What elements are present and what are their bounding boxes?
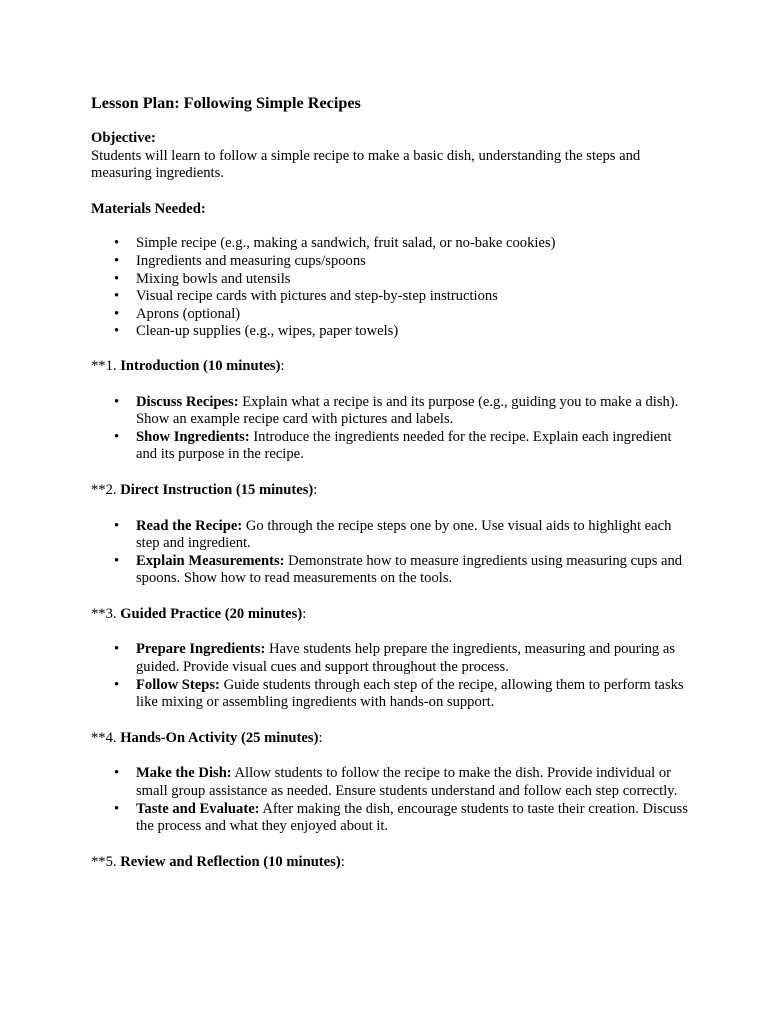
materials-item: • Visual recipe cards with pictures and step-by-step instructions xyxy=(136,288,691,306)
section-heading-direct-instruction xyxy=(91,482,691,500)
materials-item: • Aprons (optional) xyxy=(136,306,691,324)
section-title: Direct Instruction (15 minutes) xyxy=(120,481,314,498)
item-term: Discuss Recipes: xyxy=(136,393,239,410)
section-list-hands-on-activity xyxy=(91,765,691,835)
section-suffix: : xyxy=(318,729,323,746)
list-item xyxy=(136,641,691,676)
item-text: Guide students through each step of the recipe, allowing them to perform tasks like mixing or assembling ingredients with hands-on support. xyxy=(136,676,684,711)
objective-text: Students will learn to follow a simple recipe to make a basic dish, understanding the steps and measuring ingredients. xyxy=(91,147,641,182)
section-prefix: **2. xyxy=(91,481,121,498)
item-term: Prepare Ingredients: xyxy=(136,641,266,658)
section-prefix: **5. xyxy=(91,853,121,870)
item-text: Allow students to follow the recipe to make the dish. Provide individual or small group assistance as needed. Ensure students understand and follow each step correctly. xyxy=(136,765,678,800)
section-heading-guided-practice xyxy=(91,606,691,624)
section-title: Hands-On Activity (25 minutes) xyxy=(120,729,319,746)
materials-item: • Ingredients and measuring cups/spoons xyxy=(136,253,691,271)
materials-label: Materials Needed: xyxy=(91,200,206,217)
section-prefix: **3. xyxy=(91,605,121,622)
objective-label: Objective: xyxy=(91,130,156,146)
objective-block xyxy=(91,130,691,183)
item-term: Show Ingredients: xyxy=(136,428,250,445)
materials-item: • Mixing bowls and utensils xyxy=(136,271,691,289)
materials-item: • Clean-up supplies (e.g., wipes, paper towels) xyxy=(136,323,691,341)
list-item xyxy=(136,553,691,588)
section-suffix: : xyxy=(280,357,285,374)
section-title: Guided Practice (20 minutes) xyxy=(120,605,303,622)
list-item xyxy=(136,429,691,464)
item-term: Read the Recipe: xyxy=(136,517,243,534)
item-text: Introduce the ingredients needed for the recipe. Explain each ingredient and its purpose in the recipe. xyxy=(136,428,672,463)
section-suffix: : xyxy=(313,481,318,498)
list-item xyxy=(136,518,691,553)
item-text: After making the dish, encourage students to taste their creation. Discuss the process and what they enjoyed about it. xyxy=(136,800,688,835)
section-prefix: **1. xyxy=(91,357,121,374)
section-suffix: : xyxy=(302,605,307,622)
document-content xyxy=(91,93,691,889)
materials-list xyxy=(91,235,691,341)
section-prefix: **4. xyxy=(91,729,121,746)
section-title: Review and Reflection (10 minutes) xyxy=(120,853,341,870)
list-item xyxy=(136,394,691,429)
materials-item: • Simple recipe (e.g., making a sandwich, fruit salad, or no-bake cookies) xyxy=(136,235,691,253)
item-term: Explain Measurements: xyxy=(136,552,285,569)
page-title: Lesson Plan: Following Simple Recipes xyxy=(91,94,361,112)
section-list-introduction xyxy=(91,394,691,464)
section-list-direct-instruction xyxy=(91,518,691,588)
item-text: Have students help prepare the ingredients, measuring and pouring as guided. Provide visual cues and support throughout the process. xyxy=(136,641,676,676)
section-heading-review-and-reflection xyxy=(91,854,691,872)
item-text: Go through the recipe steps one by one. Use visual aids to highlight each step and ingredient. xyxy=(136,517,672,552)
section-list-guided-practice xyxy=(91,641,691,711)
section-heading-hands-on-activity xyxy=(91,730,691,748)
section-suffix: : xyxy=(340,853,345,870)
section-heading-introduction xyxy=(91,358,691,376)
item-text: Demonstrate how to measure ingredients using measuring cups and spoons. Show how to read measurements on the tools. xyxy=(136,552,683,587)
list-item xyxy=(136,765,691,800)
list-item xyxy=(136,801,691,836)
section-title: Introduction (10 minutes) xyxy=(120,357,281,374)
item-term: Make the Dish: xyxy=(136,765,232,782)
item-term: Taste and Evaluate: xyxy=(136,800,260,817)
item-text: Explain what a recipe is and its purpose (e.g., guiding you to make a dish). Show an example recipe card with pictures and labels. xyxy=(136,393,679,428)
list-item xyxy=(136,677,691,712)
item-term: Follow Steps: xyxy=(136,676,220,693)
